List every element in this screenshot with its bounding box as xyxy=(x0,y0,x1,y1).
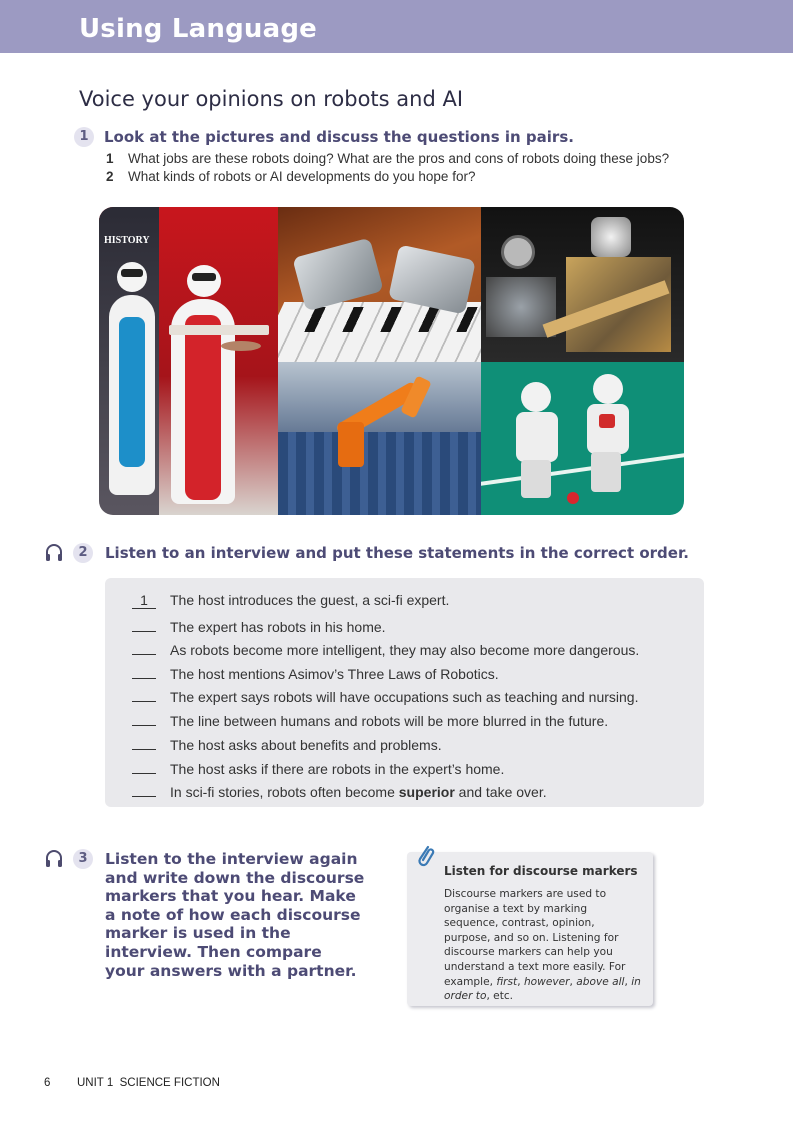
statement-text: As robots become more intelligent, they may also become more dangerous. xyxy=(170,642,640,658)
paperclip-icon xyxy=(414,843,436,869)
section-title: Voice your opinions on robots and AI xyxy=(79,87,464,111)
statement-text: The expert has robots in his home. xyxy=(170,619,386,635)
header-title: Using Language xyxy=(79,14,318,44)
statement-5 xyxy=(132,686,639,705)
tip-example: however xyxy=(523,975,570,988)
statement-text: The host asks about benefits and problems. xyxy=(170,737,442,753)
statement-text: The host asks if there are robots in the expert’s home. xyxy=(170,761,505,777)
exercise-2-number: 2 xyxy=(73,543,93,563)
photo-band-robot xyxy=(481,207,684,362)
photo-waiter-robots xyxy=(99,207,278,515)
statement-3 xyxy=(132,639,639,658)
answer-blank[interactable] xyxy=(132,616,156,632)
tip-body xyxy=(444,887,644,1004)
question-1-text: What jobs are these robots doing? What are the pros and cons of robots doing these jobs? xyxy=(128,151,670,166)
history-sign: HISTORY xyxy=(104,235,150,246)
tip-body-end: , etc. xyxy=(486,990,514,1003)
tip-example: in order to xyxy=(444,975,641,1003)
headphones-icon[interactable] xyxy=(44,849,64,869)
answer-blank[interactable] xyxy=(132,639,156,655)
tip-box xyxy=(407,852,653,1006)
tip-example: first xyxy=(496,975,518,988)
question-1-number: 1 xyxy=(106,151,114,166)
statements-box xyxy=(105,578,704,807)
statement-text: The expert says robots will have occupations such as teaching and nursing. xyxy=(170,689,639,705)
statement-text: The line between humans and robots will be more blurred in the future. xyxy=(170,713,609,729)
photo-factory-robot-arm xyxy=(278,362,481,515)
statement-8 xyxy=(132,758,504,777)
question-1 xyxy=(106,151,669,166)
statement-9 xyxy=(132,781,547,800)
answer-blank[interactable]: 1 xyxy=(132,593,156,609)
unit-label: UNIT 1 SCIENCE FICTION xyxy=(77,1077,220,1089)
statement-1 xyxy=(132,592,449,609)
tip-example: above all xyxy=(576,975,625,988)
robot-photo-collage xyxy=(99,207,684,515)
statement-bold-word: superior xyxy=(398,784,455,800)
answer-blank[interactable] xyxy=(132,710,156,726)
page-number: 6 xyxy=(44,1077,51,1089)
tip-separator: , xyxy=(517,975,524,988)
statement-4 xyxy=(132,663,499,682)
tip-separator: , xyxy=(569,975,577,988)
answer-blank[interactable] xyxy=(132,734,156,750)
exercise-1-title: Look at the pictures and discuss the questions in pairs. xyxy=(104,128,574,146)
exercise-1-number: 1 xyxy=(74,127,94,147)
answer-blank[interactable] xyxy=(132,781,156,797)
question-2 xyxy=(106,169,475,184)
statement-6 xyxy=(132,710,608,729)
statement-text-after: and take over. xyxy=(454,784,547,800)
statement-text: The host mentions Asimov’s Three Laws of Robotics. xyxy=(170,666,499,682)
tip-separator: , xyxy=(624,975,632,988)
answer-blank[interactable] xyxy=(132,758,156,774)
statement-2 xyxy=(132,616,386,635)
headphones-icon[interactable] xyxy=(44,543,64,563)
exercise-2-title: Listen to an interview and put these statements in the correct order. xyxy=(105,544,689,562)
answer-blank[interactable] xyxy=(132,686,156,702)
tip-title: Listen for discourse markers xyxy=(444,864,638,878)
answer-blank[interactable] xyxy=(132,663,156,679)
photo-piano-robot-hands xyxy=(278,207,481,362)
exercise-3-number: 3 xyxy=(73,849,93,869)
question-2-number: 2 xyxy=(106,169,114,184)
exercise-3-instructions: Listen to the interview again and write down the discourse markers that you hear. Make a note of how each discourse marker is used in the interview. Then compare your answers with a partner. xyxy=(105,850,365,980)
photo-soccer-robots xyxy=(481,362,684,515)
question-2-text: What kinds of robots or AI developments do you hope for? xyxy=(128,169,476,184)
header-bar xyxy=(0,0,793,53)
statement-7 xyxy=(132,734,442,753)
tip-body-text: Discourse markers are used to organise a text by marking sequence, contrast, opinion, purpose, and so on. Listening for discourse markers can help you understand a text more easily. For example, xyxy=(444,888,626,988)
statement-text-before: In sci-fi stories, robots often become xyxy=(170,784,399,800)
statement-text: The host introduces the guest, a sci-fi expert. xyxy=(170,592,450,608)
